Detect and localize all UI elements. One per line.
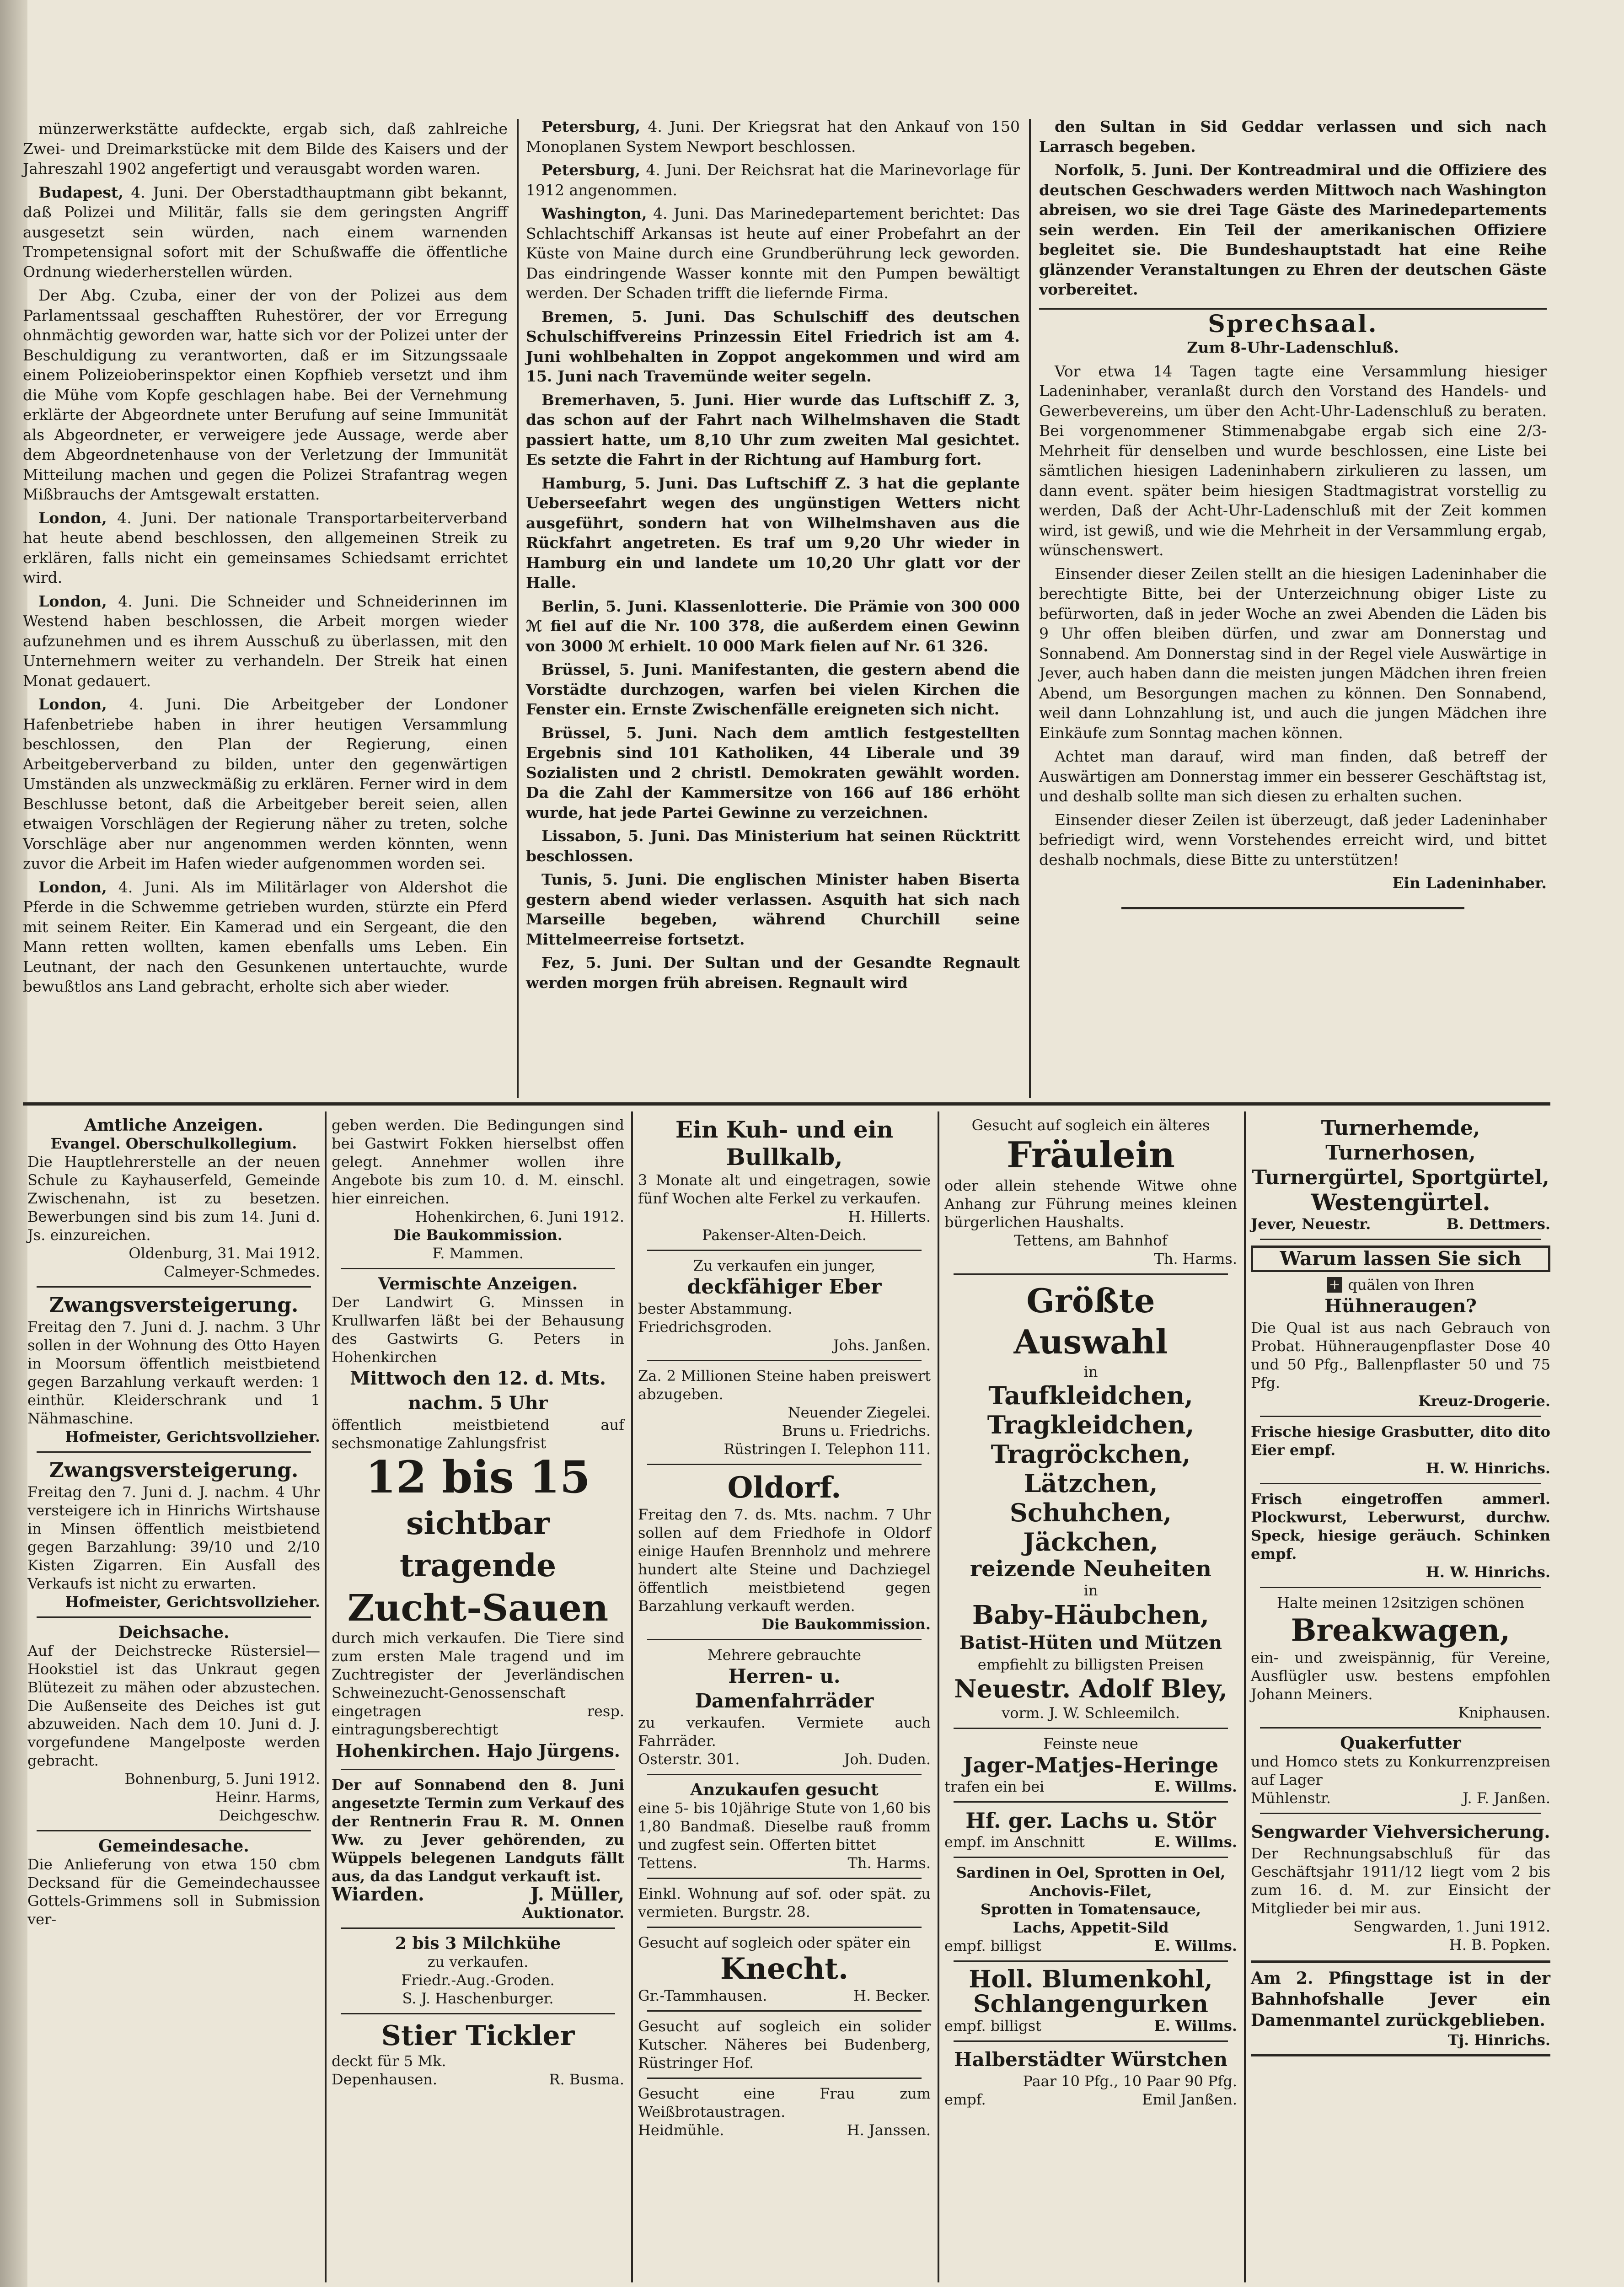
news-dateline: Tunis, xyxy=(541,870,593,888)
ad-divider xyxy=(647,1360,922,1361)
news-item xyxy=(526,204,1020,303)
sardinen-line-2: Anchovis-Filet, xyxy=(1029,1882,1152,1900)
news-dateline: Fez, xyxy=(541,954,575,972)
news-item xyxy=(526,596,1020,656)
deichsache-text: Auf der Deichstrecke Rüstersiel—Hookstiel ist das Unkraut gegen Blütezeit zu mähen oder abzustechen. Die Außenseite des Deiches ist gut abzuweiden. Nach dem 10. Juni d. J. vorgefundene Mangelposte werden gebracht. xyxy=(27,1642,320,1769)
auswahl-item: Lätzchen, xyxy=(1024,1469,1158,1498)
wuerstchen-text: Paar 10 Pfg., 10 Paar 90 Pfg. xyxy=(1023,2072,1237,2090)
oldorf-sign: Die Baukommission. xyxy=(761,1616,931,1633)
quaker-row xyxy=(1251,1789,1550,1807)
ad-divider xyxy=(954,1857,1228,1858)
oldorf-title: Oldorf. xyxy=(727,1471,841,1505)
news-dateline: Brüssel, xyxy=(541,724,611,742)
steine-sign-1: Neuender Ziegelei. xyxy=(788,1404,931,1421)
news-text: münzerwerkstätte aufdeckte, ergab sich, daß zahlreiche Zwei- und Dreimarkstücke mit dem Bilde des Kaisers und der Jahreszahl 1902 angefertigt und verausgabt worden waren. xyxy=(23,120,508,177)
baukommission-name: F. Mammen. xyxy=(432,1245,524,1262)
breakwagen-place: Kniphausen. xyxy=(1458,1704,1550,1721)
sprechsaal-title: Sprechsaal. xyxy=(1208,310,1378,338)
stier-place: Depenhausen. xyxy=(332,2071,438,2088)
news-text: 5. Juni. Der Sultan und der Gesandte Regnault werden morgen früh abreisen. Regnault wird xyxy=(526,954,1020,992)
ad-divider xyxy=(1260,1239,1541,1240)
ad-divider xyxy=(647,1639,922,1640)
section-rule xyxy=(1039,308,1547,310)
news-item xyxy=(526,160,1020,200)
news-item xyxy=(526,826,1020,866)
amtliche-text: Die Hauptlehrerstelle an der neuen Schule zu Kayhauserfeld, Gemeinde Zwischenahn, ist zu besetzen. Bewerbungen sind bis zum 14. Juni d. Js. einzureichen. xyxy=(27,1153,320,1244)
news-text: 4. Juni. Der nationale Transportarbeiterverband hat heute abend beschlossen, den allgemeinen Streik zu erklären, falls nicht ein gemeinsames Schiedsamt errichtet wird. xyxy=(23,509,508,586)
auswahl-in-2: in xyxy=(1083,1582,1098,1599)
news-item xyxy=(526,307,1020,387)
ad-divider xyxy=(1260,1587,1541,1588)
matjes-title: Jager-Matjes-Heringe xyxy=(963,1753,1219,1777)
steine-sign-2: Bruns u. Friedrichs. xyxy=(782,1422,931,1439)
sprechsaal-paragraph: Einsender dieser Zeilen stellt an die hiesigen Ladeninhaber die berechtigte Bitte, bei der Unterzeichnung obiger Liste zu befürworten, daß in jeder Woche an zwei Abenden die Läden bis 9 Uhr offen bleiben dürfen, und zwar am Donnerstag und Sonnabend. Am Donnerstag sind in der Regel viele Auswärtige in Jever, auch haben dann die meisten jungen Mädchen ihren freien Abend, um Besorgungen machen zu können. Den Sonnabend, weil dann Lohnzahlung ist, und auch die jungen Mädchen ihre Einkäufe zum Sonntag machen können. xyxy=(1039,564,1547,742)
butter-sign: H. W. Hinrichs. xyxy=(1426,1460,1550,1477)
news-dateline: Bremen, xyxy=(541,307,614,326)
news-dateline: Norfolk, xyxy=(1055,161,1125,179)
vermischte-anzeigen-title: Vermischte Anzeigen. xyxy=(378,1274,578,1294)
fahrrad-sign-row xyxy=(638,1750,931,1768)
sauen-sign: Hohenkirchen. Hajo Jürgens. xyxy=(336,1740,620,1761)
auswahl-shop: Neuestr. Adolf Bley, xyxy=(954,1674,1227,1703)
oberschulkollegium: Evangel. Oberschulkollegium. xyxy=(50,1135,297,1152)
news-dateline: London, xyxy=(38,878,107,896)
auswahl-items xyxy=(944,1381,1237,1557)
mantel-sign: Tj. Hinrichs. xyxy=(1447,2031,1550,2049)
gemeindesache-text: Die Anlieferung von etwa 150 cbm Decksand für die Gemeindechaussee Gottels-Grimmens soll in Submission ver- xyxy=(27,1856,320,1928)
column-rule-1 xyxy=(517,119,519,1098)
ad-divider xyxy=(954,1273,1228,1275)
sardinen-line-4: Lachs, Appetit-Sild xyxy=(1013,1919,1169,1936)
wuerstchen-empf: empf. xyxy=(944,2091,986,2108)
auswahl-in: in xyxy=(1083,1363,1098,1380)
milchkuehe-sign: S. J. Haschenburger. xyxy=(402,1990,554,2007)
ad-divider xyxy=(647,1250,922,1251)
fahrrad-title: Herren- u. Damenfahrräder xyxy=(695,1665,874,1712)
kutscher-text: Gesucht auf sogleich ein solider Kutscher. Näheres bei Budenberg, Rüstringer Hof. xyxy=(638,2018,931,2072)
sardinen-line-3: Sprotten in Tomatensauce, xyxy=(980,1900,1201,1918)
quaker-place: Mühlenstr. xyxy=(1251,1789,1331,1807)
news-item xyxy=(526,390,1020,470)
blumenkohl-title: Holl. Blumenkohl, xyxy=(969,1965,1213,1993)
kalb-sign: H. Hillerts. xyxy=(848,1208,931,1225)
news-item xyxy=(1039,117,1547,156)
news-item xyxy=(526,117,1020,156)
ad-divider xyxy=(37,1451,311,1453)
stute-text: eine 5- bis 10jährige Stute von 1,60 bis 1,80 Bandmaß. Dieselbe rauß fromm und zugfest sein. Offerten bittet xyxy=(638,1799,931,1853)
amtliche-sign: Calmeyer-Schmedes. xyxy=(164,1263,320,1280)
news-dateline: Hamburg, xyxy=(541,474,627,492)
news-text: den Sultan in Sid Geddar verlassen und sich nach Larrasch begeben. xyxy=(1039,118,1547,156)
milchkuehe-text: zu verkaufen. xyxy=(427,1953,529,1970)
news-column-2 xyxy=(526,117,1020,996)
huehneraugen-row xyxy=(1251,1276,1550,1294)
ad-divider xyxy=(954,1960,1228,1962)
deichsache-date: Bohnenburg, 5. Juni 1912. xyxy=(124,1770,320,1788)
ad-divider xyxy=(647,2078,922,2079)
news-dateline: Lissabon, xyxy=(541,827,622,845)
news-item xyxy=(23,508,508,588)
turner-line-3: Westengürtel. xyxy=(1311,1189,1490,1216)
news-text: 5. Juni. Manifestanten, die gestern abend die Vorstädte durchzogen, warfen bei vielen Kirchen die Fenster ein. Ernste Zwischenfälle ereigneten sich nicht. xyxy=(526,660,1020,718)
huehneraugen-text-3: Die Qual ist aus nach Gebrauch von Probat. Hühneraugenpflaster Dose 40 und 50 Pfg., Ballenpflaster 50 und 75 Pfg. xyxy=(1251,1319,1550,1391)
huehneraugen-text-2: Hühneraugen? xyxy=(1324,1295,1477,1317)
turner-sign: B. Dettmers. xyxy=(1446,1215,1550,1233)
vieh-sign: H. B. Popken. xyxy=(1449,1936,1550,1954)
stute-place: Tettens. xyxy=(638,1854,697,1872)
stute-title: Anzukaufen gesucht xyxy=(690,1780,879,1799)
ad-divider xyxy=(647,1878,922,1879)
news-dateline: Bremerhaven, xyxy=(541,391,661,409)
sardinen-text: empf. billigst xyxy=(944,1937,1041,1954)
vieh-title: Sengwarder Viehversicherung. xyxy=(1251,1821,1550,1842)
quaker-title: Quakerfutter xyxy=(1340,1734,1461,1753)
ad-divider xyxy=(37,1286,311,1288)
news-text: 5. Juni. Das Ministerium hat seinen Rücktritt beschlossen. xyxy=(526,827,1020,865)
stute-sign-row xyxy=(638,1854,931,1872)
news-text: 4. Juni. Die Arbeitgeber der Londoner Hafenbetriebe haben in ihrer heutigen Versammlung beschlossen, den Plan der Regierung, einen Arbeitgeberverband zu bilden, unter den gegenwärtigen Umständen als unzweckmäßig zu erklären. Ferner wird in dem Beschlusse betont, daß die Arbeitgeber bereit seien, allen etwaigen Vorschlägen der Regierung näher zu treten, solche Vorschläge aber nur angenommen werden könnten, wenn zuvor die Arbeit im Hafen wieder aufgenommen worden sei. xyxy=(23,695,508,872)
quaker-sign: J. F. Janßen. xyxy=(1463,1789,1550,1807)
section-end-rule xyxy=(1121,907,1464,909)
lachs-text: empf. im Anschnitt xyxy=(944,1833,1085,1851)
news-column-1 xyxy=(23,119,508,1000)
ad-divider xyxy=(647,1774,922,1775)
news-item xyxy=(1039,160,1547,300)
news-item xyxy=(526,723,1020,823)
oldorf-text: Freitag den 7. ds. Mts. nachm. 7 Uhr sollen auf dem Friedhofe in Oldorf einige Haufen Brennholz und mehrere hundert alte Steine und Dachziegel öffentlich meistbietend gegen Barzahlung verkauft werden. xyxy=(638,1506,931,1615)
steine-text: Za. 2 Millionen Steine haben preiswert abzugeben. xyxy=(638,1367,931,1403)
huehneraugen-title: Warum lassen Sie sich xyxy=(1280,1247,1522,1270)
auswahl-vorm: vorm. J. W. Schleemilch. xyxy=(1002,1704,1180,1722)
ad-divider xyxy=(341,1268,615,1269)
lachs-sign: E. Willms. xyxy=(1154,1833,1237,1851)
baukommission-sign: Die Baukommission. xyxy=(393,1226,563,1244)
eber-pre: Zu verkaufen ein junger, xyxy=(693,1257,876,1274)
news-item xyxy=(23,877,508,997)
kalb-text: 3 Monate alt und eingetragen, sowie fünf Wochen alte Ferkel zu verkaufen. xyxy=(638,1171,931,1207)
news-dateline: Budapest, xyxy=(38,183,123,201)
sauen-desc: sichtbar tragende xyxy=(399,1505,557,1584)
sardinen-line-1: Sardinen in Oel, Sprotten in Oel, xyxy=(956,1864,1226,1881)
butter-text: Frische hiesige Grasbutter, dito dito Eier empf. xyxy=(1251,1423,1550,1459)
ad-divider xyxy=(37,1616,311,1618)
sauen-when: Mittwoch den 12. d. Mts. nachm. 5 Uhr xyxy=(350,1368,606,1414)
ad-column-rule-4 xyxy=(1244,1111,1246,2282)
red-cross-icon: + xyxy=(1327,1277,1342,1293)
sauen-intro: Der Landwirt G. Minssen in Krullwarfen läßt bei der Behausung des Gastwirts G. Peters in Hohenkirchen xyxy=(332,1294,624,1366)
steine-sign-3: Rüstringen I. Telephon 111. xyxy=(724,1440,931,1458)
matjes-pre: Feinste neue xyxy=(1043,1735,1138,1752)
news-text: 4. Juni. Das Marinedepartement berichtet: Das Schlachtschiff Arkansas ist heute auf einer Probefahrt an der Küste von Maine durch eine Grundberührung leck geworden. Das eindringende Wasser konnte mit den Pumpen bewältigt werden. Der Schaden trifft die liefernde Firma. xyxy=(526,204,1020,302)
kalb-place: Pakenser-Alten-Deich. xyxy=(702,1226,867,1244)
termin-role: Auktionator. xyxy=(522,1904,624,1922)
deichsache-title: Deichsache. xyxy=(118,1623,230,1642)
auswahl-baby: Baby-Häubchen, xyxy=(972,1600,1210,1630)
stute-sign: Th. Harms. xyxy=(847,1854,931,1872)
fraulein-pre: Gesucht auf sogleich ein älteres xyxy=(971,1117,1210,1134)
huehneraugen-text-1: quälen von Ihren xyxy=(1348,1276,1474,1294)
knecht-title: Knecht. xyxy=(720,1952,849,1986)
auswahl-text: empfiehlt zu billigsten Preisen xyxy=(977,1656,1204,1673)
amtliche-date: Oldenburg, 31. Mai 1912. xyxy=(129,1245,320,1262)
breakwagen-text: ein- und zweispännig, für Vereine, Ausflügler usw. bestens empfohlen Johann Meiners. xyxy=(1251,1649,1550,1703)
ad-column-rule-2 xyxy=(631,1111,633,2282)
turner-row xyxy=(1251,1215,1550,1233)
news-dateline: London, xyxy=(38,509,107,527)
frau-sign-row xyxy=(638,2121,931,2139)
ads-column-3 xyxy=(638,1116,931,2139)
fraulein-place: Tettens, am Bahnhof xyxy=(1014,1232,1168,1249)
huehneraugen-box xyxy=(1251,1246,1550,1272)
news-item xyxy=(23,694,508,874)
news-text: 4. Juni. Der Oberstadthauptmann gibt bekannt, daß Polizei und Militär, falls sie dem geringsten Angriff ausgesetzt sein würden, nach einem warnenden Trompetensignal sofort mit der Schußwaffe die öffentliche Ordnung wiederherstellen würden. xyxy=(23,183,508,281)
amtliche-anzeigen-title: Amtliche Anzeigen. xyxy=(84,1116,263,1135)
sprechsaal-paragraph: Einsender dieser Zeilen ist überzeugt, daß jeder Ladeninhaber befriedigt wird, wenn Vorstehendes erreicht wird, und bittet deshalb nochmals, diese Bitte zu unterstützen! xyxy=(1039,811,1547,869)
blumenkohl-sign: E. Willms. xyxy=(1154,2017,1237,2035)
ad-divider xyxy=(341,1769,615,1770)
news-text: 5. Juni. Der Kontreadmiral und die Offiziere des deutschen Geschwaders werden Mittwoch nach Washington abreisen, wo sie drei Tage Gäste des Marinedepartements sein werden. Ein Teil der amerikanischen Offiziere begleitet sie. Die Bundeshauptstadt hat eine Reihe glänzender Veranstaltungen zu Ehren der deutschen Gäste vorbereitet. xyxy=(1039,161,1547,298)
knecht-place: Gr.-Tammhausen. xyxy=(638,1987,767,2004)
kalb-title: Ein Kuh- und ein Bullkalb, xyxy=(675,1116,894,1170)
turner-place: Jever, Neuestr. xyxy=(1251,1215,1371,1233)
fraulein-title: Fräulein xyxy=(1007,1134,1175,1176)
milchkuehe-place: Friedr.-Aug.-Groden. xyxy=(401,1971,555,1989)
wurst-sign: H. W. Hinrichs. xyxy=(1426,1563,1550,1581)
lachs-title: Hf. ger. Lachs u. Stör xyxy=(965,1808,1216,1833)
eber-sign: Johs. Janßen. xyxy=(833,1337,931,1354)
ad-divider xyxy=(647,1927,922,1928)
ad-divider xyxy=(1260,1483,1541,1484)
news-item xyxy=(23,183,508,282)
news-text: 4. Juni. Die Schneider und Schneiderinnen im Westend haben beschlossen, die Arbeit morgen wieder aufzunehmen und es ihrem Ausschuß zu überlassen, mit den Unternehmern weiter zu verhandeln. Der Streik hat einen Monat gedauert. xyxy=(23,592,508,690)
zwangsversteigerung-1-sign: Hofmeister, Gerichtsvollzieher. xyxy=(65,1428,320,1445)
termin-sign-row xyxy=(332,1885,624,1904)
news-dateline: Petersburg, xyxy=(541,118,641,135)
milchkuehe-title: 2 bis 3 Milchkühe xyxy=(395,1934,561,1953)
mantel-text: Am 2. Pfingsttage ist in der Bahnhofshalle Jever ein Damenmantel zurückgeblieben. xyxy=(1251,1969,1550,2030)
auswahl-item: Jäckchen, xyxy=(1023,1527,1158,1557)
ad-divider xyxy=(1260,1416,1541,1417)
wuerstchen-row xyxy=(944,2090,1237,2109)
blumenkohl-row xyxy=(944,2017,1237,2035)
ad-divider xyxy=(647,1464,922,1465)
ad-column-rule-1 xyxy=(325,1111,327,2282)
news-item xyxy=(526,953,1020,993)
news-dateline: Washington, xyxy=(541,204,647,222)
ad-divider xyxy=(647,2010,922,2012)
news-dateline: London, xyxy=(38,592,107,610)
news-item xyxy=(526,660,1020,719)
ads-column-2 xyxy=(332,1116,624,2088)
news-text: 5. Juni. Klassenlotterie. Die Prämie von 300 000 ℳ fiel auf die Nr. 100 378, die außerdem einen Gewinn von 3000 ℳ erhielt. 10 000 Mark fielen auf Nr. 61 326. xyxy=(526,597,1020,655)
ad-divider xyxy=(1260,1813,1541,1814)
news-dateline: Berlin, xyxy=(541,597,600,615)
matjes-row xyxy=(944,1777,1237,1796)
news-text: 5. Juni. Das Schulschiff des deutschen Schulschiffvereins Prinzessin Eitel Friedrich ist am 4. Juni wohlbehalten in Zoppot angekommen und wird am 15. Juni nach Travemünde weiter segeln. xyxy=(526,307,1020,385)
quaker-text: und Homco stets zu Konkurrenzpreisen auf Lager xyxy=(1251,1753,1550,1788)
ad-divider xyxy=(954,2040,1228,2042)
stier-sign-row xyxy=(332,2070,624,2088)
news-item xyxy=(526,473,1020,593)
mantel-box xyxy=(1251,1960,1550,2056)
matjes-sign: E. Willms. xyxy=(1154,1778,1237,1795)
ads-top-rule xyxy=(23,1102,1550,1106)
news-item xyxy=(526,870,1020,949)
auswahl-neuheiten: reizende Neuheiten xyxy=(970,1556,1212,1582)
news-text: 5. Juni. Das Luftschiff Z. 3 hat die geplante Ueberseefahrt wegen des ungünstigen Wetters nicht ausgeführt, sondern hat von Wilhelmshaven aus die Rückfahrt angetreten. Es traf um 9,20 Uhr wieder in Hamburg ein und landete um 10,20 Uhr glatt vor der Halle. xyxy=(526,474,1020,591)
sauen-title: Zucht-Sauen xyxy=(347,1586,609,1629)
lachs-row xyxy=(944,1833,1237,1851)
zwangsversteigerung-2-text: Freitag den 7. Juni d. J. nachm. 4 Uhr versteigere ich in Hinrichs Wirtshause in Minsen öffentlich meistbietend gegen Barzahlung: 39/10 und 2/10 Kisten Zigarren. Ein Ausfall des Verkaufs ist nicht zu erwarten. xyxy=(27,1483,320,1592)
news-item xyxy=(23,285,508,505)
news-text: 4. Juni. Als im Militärlager von Aldershot die Pferde in die Schwemme getrieben wurden, stürzte ein Pferd mit seinem Reiter. Ein Kamerad und ein Sergeant, die den Mann retten wollten, kamen ebenfalls ums Leben. Ein Leutnant, der nach den Gesunkenen untertauchte, wurde bewußtlos ans Land gebracht, erholte sich aber wieder. xyxy=(23,878,508,995)
fahrrad-sign: Joh. Duden. xyxy=(844,1750,931,1768)
news-item xyxy=(23,119,508,179)
wuerstchen-sign: Emil Janßen. xyxy=(1142,2091,1237,2108)
sprechsaal-paragraph: Achtet man darauf, wird man finden, daß betreff der Auswärtigen am Donnerstag immer ein besserer Geschäftstag ist, und deshalb sollte man sich diesen zu erhalten suchen. xyxy=(1039,747,1547,805)
news-item xyxy=(23,591,508,691)
turner-line-2: Turnergürtel, Sportgürtel, xyxy=(1252,1166,1549,1189)
stier-text: deckt für 5 Mk. xyxy=(332,2052,446,2070)
eber-place: Friedrichsgroden. xyxy=(638,1318,772,1336)
sauen-count: 12 bis 15 xyxy=(365,1451,590,1503)
auswahl-item: Schuhchen, xyxy=(1009,1498,1172,1527)
sardinen-sign: E. Willms. xyxy=(1154,1937,1237,1954)
ads-column-1 xyxy=(27,1116,320,1928)
gemeindesache-title: Gemeindesache. xyxy=(98,1836,249,1856)
frau-sign: H. Janssen. xyxy=(847,2121,931,2139)
sauen-text: durch mich verkaufen. Die Tiere sind zum ersten Male tragend und im Zuchtregister der Jeverländischen Schweinezucht-Genossenschaft eingetragen resp. eintragungsberechtigt xyxy=(332,1629,624,1738)
zwangsversteigerung-2-title: Zwangsversteigerung. xyxy=(49,1459,299,1482)
sauen-terms: öffentlich meistbietend auf sechsmonatige Zahlungsfrist xyxy=(332,1416,624,1452)
auswahl-item: Tragkleidchen, xyxy=(987,1410,1195,1439)
termin-sign: J. Müller, xyxy=(531,1884,624,1905)
news-dateline: London, xyxy=(38,695,107,713)
fraulein-sign: Th. Harms. xyxy=(1154,1250,1237,1267)
ads-column-5 xyxy=(1251,1116,1550,2056)
sprechsaal-subtitle: Zum 8-Uhr-Ladenschluß. xyxy=(1187,338,1399,356)
ads-column-4 xyxy=(944,1116,1237,2109)
auswahl-title: Größte Auswahl xyxy=(1013,1281,1168,1361)
vieh-date: Sengwarden, 1. Juni 1912. xyxy=(1353,1918,1550,1935)
stier-sign: R. Busma. xyxy=(549,2071,624,2088)
auswahl-batist: Batist-Hüten und Mützen xyxy=(959,1632,1222,1654)
fahrrad-place: Osterstr. 301. xyxy=(638,1750,740,1768)
zwangsversteigerung-2-sign: Hofmeister, Gerichtsvollzieher. xyxy=(65,1593,320,1611)
breakwagen-pre: Halte meinen 12sitzigen schönen xyxy=(1277,1594,1524,1611)
deichsache-sign-role: Deichgeschw. xyxy=(219,1807,320,1824)
news-text: 5. Juni. Nach dem amtlich festgestellten Ergebnis sind 101 Katholiken, 44 Liberale und 39 Sozialisten und 2 christl. Demokraten gewählt worden. Da die Zahl der Kammersitze von 166 auf 186 erhöht wurde, hat jede Partei Gewinne zu verzeichnen. xyxy=(526,724,1020,821)
eber-title: deckfähiger Eber xyxy=(687,1275,882,1299)
huehneraugen-sign: Kreuz-Drogerie. xyxy=(1418,1392,1550,1410)
zwangsversteigerung-1-title: Zwangsversteigerung. xyxy=(49,1294,299,1317)
news-dateline: Petersburg, xyxy=(541,161,641,179)
auswahl-item: Taufkleidchen, xyxy=(988,1381,1193,1410)
auswahl-item: Tragröckchen, xyxy=(991,1439,1191,1469)
stier-title: Stier Tickler xyxy=(381,2020,575,2052)
termin-text: Der auf Sonnabend den 8. Juni angesetzte Termin zum Verkauf des der Rentnerin Frau R. M. Onnen Ww. zu Jever gehörenden, zu Wüppels belegenen Landguts fällt aus, da das Landgut verkauft ist. xyxy=(332,1776,624,1885)
turner-line-1: Turnerhemde, Turnerhosen, xyxy=(1321,1117,1480,1165)
baukommission-text: geben werden. Die Bedingungen sind bei Gastwirt Fokken hierselbst offen gelegt. Annehmer wollen ihre Angebote bis zum 10. d. M. einschl. hier einreichen. xyxy=(332,1117,624,1207)
knecht-sign-row xyxy=(638,1986,931,2005)
vieh-text: Der Rechnungsabschluß für das Geschäftsjahr 1911/12 liegt vom 2 bis zum 16. d. M. zur Einsicht der Mitglieder bei mir aus. xyxy=(1251,1845,1550,1917)
news-dateline: Brüssel, xyxy=(541,660,611,678)
ad-divider xyxy=(341,1927,615,1929)
sardinen-row xyxy=(944,1937,1237,1955)
knecht-text: Gesucht auf sogleich oder später ein xyxy=(638,1934,911,1951)
ad-divider xyxy=(1260,1727,1541,1729)
news-text: Der Abg. Czuba, einer der von der Polizei aus dem Parlamentssaal geschafften Ruhestörer, der vor Erregung ohnmächtig geworden war, hatte sich vor der Polizei unter der Beschuldigung zu verantworten, daß er im Sitzungssaale einem Polizeioberinspektor einen Kopfhieb versetzt und ihm die Mühe vom Kopfe geschlagen habe. Bei der Vernehmung erklärte der Abgeordnete unter Berufung auf seine Immunität als Abgeordneter, er verweigere jede Aussage, werde aber dem Abgeordnetenhause von der Verletzung der Immunität Mitteilung machen und gegen die Polizei Strafantrag wegen Mißbrauchs der Amtsgewalt erstatten. xyxy=(23,286,508,503)
baukommission-date: Hohenkirchen, 6. Juni 1912. xyxy=(415,1208,624,1225)
deichsache-sign: Heinr. Harms, xyxy=(215,1788,320,1806)
ad-divider xyxy=(954,1801,1228,1803)
sprechsaal-signature: Ein Ladeninhaber. xyxy=(1392,874,1547,892)
breakwagen-title: Breakwagen, xyxy=(1291,1612,1511,1648)
fraulein-text: oder allein stehende Witwe ohne Anhang zur Führung meines kleinen bürgerlichen Haushalts. xyxy=(944,1177,1237,1231)
ad-divider xyxy=(37,1830,311,1831)
frau-place: Heidmühle. xyxy=(638,2121,724,2139)
matjes-text: trafen ein bei xyxy=(944,1778,1045,1795)
eber-text: bester Abstammung. xyxy=(638,1300,793,1317)
sprechsaal-paragraph: Vor etwa 14 Tagen tagte eine Versammlung hiesiger Ladeninhaber, veranlaßt durch den Vorstand des Handels- und Gewerbevereins, um über den Acht-Uhr-Ladenschluß zu beraten. Bei vorgenommener Stimmenabgabe ergab sich eine 2/3-Mehrheit für denselben und wurde beschlossen, eine Liste bei sämtlichen hiesigen Ladeninhabern zirkulieren zu lassen, um dann event. später beim hiesigen Stadtmagistrat vorstellig zu werden, Daß der Acht-Uhr-Ladenschluß mit der Zeit kommen wird, ist gewiß, und wie die Mehrheit in der Versammlung ergab, wünschenswert. xyxy=(1039,362,1547,559)
blumenkohl-text: empf. billigst xyxy=(944,2017,1041,2035)
news-column-3 xyxy=(1039,117,1547,909)
ad-divider xyxy=(954,1728,1228,1729)
gurken-title: Schlangengurken xyxy=(973,1990,1208,2018)
column-rule-2 xyxy=(1029,119,1031,1098)
wuerstchen-title: Halberstädter Würstchen xyxy=(954,2048,1228,2071)
knecht-sign: H. Becker. xyxy=(853,1987,931,2004)
wurst-text: Frisch eingetroffen ammerl. Plockwurst, Leberwurst, durchw. Speck, hiesige geräuch. Schinken empf. xyxy=(1251,1490,1550,1562)
news-text: 4. Juni. Der Reichsrat hat die Marinevorlage für 1912 angenommen. xyxy=(526,161,1020,199)
news-text: 4. Juni. Der Kriegsrat hat den Ankauf von 150 Monoplanen System Newport beschlossen. xyxy=(526,118,1020,156)
fahrrad-pre: Mehrere gebrauchte xyxy=(707,1646,862,1664)
news-text: 5. Juni. Hier wurde das Luftschiff Z. 3, das schon auf der Fahrt nach Wilhelmshaven die Stadt passiert hatte, um 8,10 Uhr zum zweiten Mal gesichtet. Es setzte die Fahrt in der Richtung auf Hamburg fort. xyxy=(526,391,1020,468)
fahrrad-text: zu verkaufen. Vermiete auch Fahrräder. xyxy=(638,1714,931,1750)
news-text: 5. Juni. Die englischen Minister haben Biserta gestern abend wieder verlassen. Asquith hat sich nach Marseille begeben, während Churchill seine Mittelmeerreise fortsetzt. xyxy=(526,870,1020,948)
ad-divider xyxy=(341,2013,615,2014)
ad-column-rule-3 xyxy=(938,1111,939,2282)
frau-text: Gesucht eine Frau zum Weißbrotaustragen. xyxy=(638,2085,931,2121)
wohnung-text: Einkl. Wohnung auf sof. oder spät. zu vermieten. Burgstr. 28. xyxy=(638,1885,931,1921)
termin-place: Wiarden. xyxy=(332,1884,424,1905)
zwangsversteigerung-1-text: Freitag den 7. Juni d. J. nachm. 3 Uhr sollen in der Wohnung des Otto Hayen in Moorsum öffentlich meistbietend gegen Barzahlung verkauft werden: 1 einthür. Kleiderschrank und 1 Nähmaschine. xyxy=(27,1318,320,1427)
